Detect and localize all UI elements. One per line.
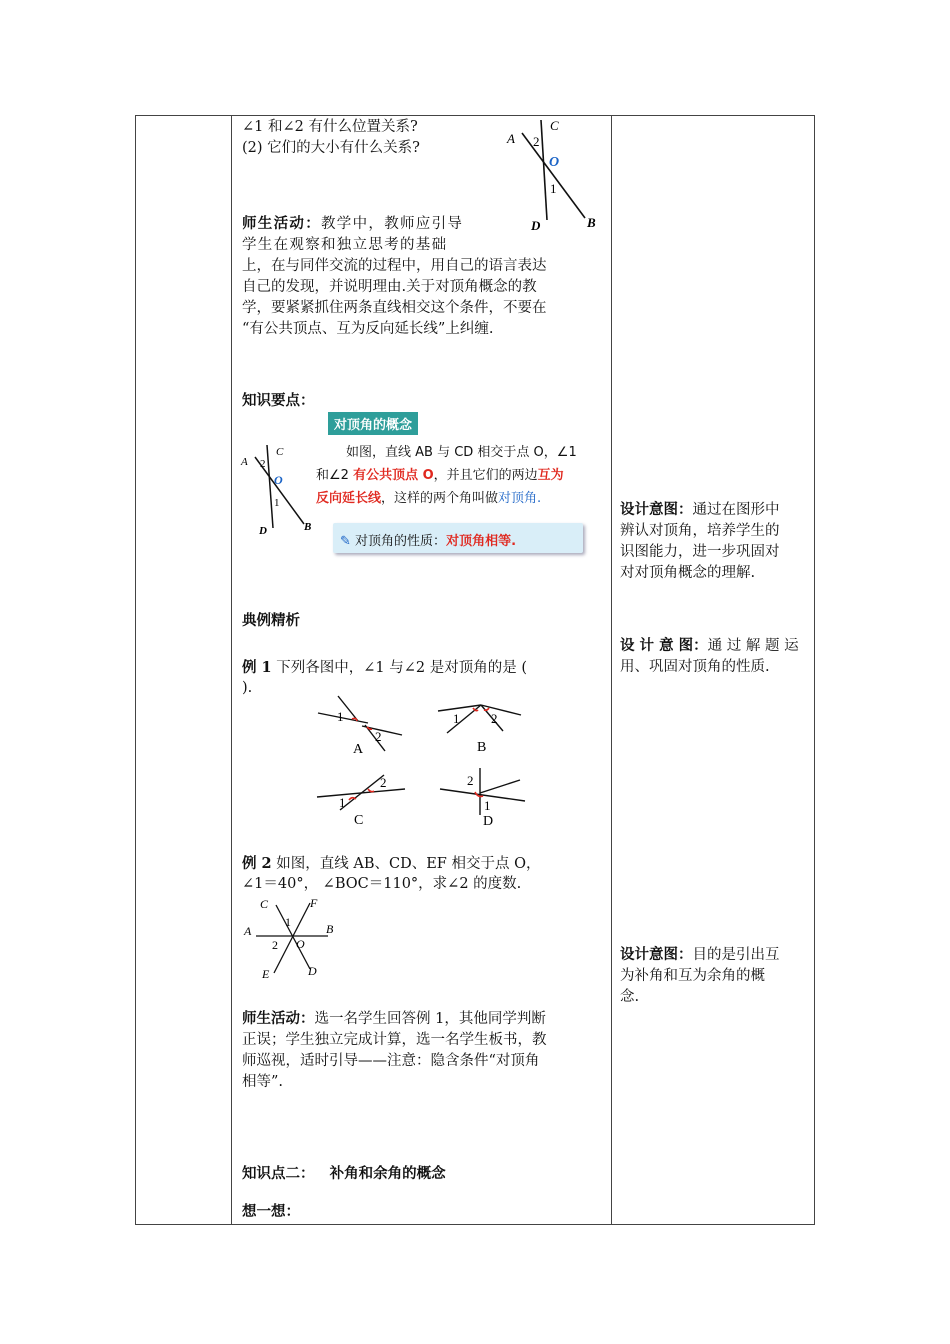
concept-tag: 对顶角的概念 [328,412,418,435]
svg-text:C: C [260,897,269,911]
svg-text:1: 1 [339,795,346,810]
example-2-line-1: 例 2 如图，直线 AB、CD、EF 相交于点 O， [242,855,541,872]
example-1-end: ). [242,680,253,696]
column-divider-2 [611,116,612,1224]
choice-b-label: B [477,740,487,755]
design-intent-2: 设 计 意 图：通 过 解 题 运 [620,638,799,654]
think-title: 想一想： [242,1204,300,1220]
example-2-line-2: ∠1＝40°， ∠BOC＝110°，求∠2 的度数. [242,876,522,892]
three-lines-figure [240,893,340,983]
svg-text:2: 2 [380,775,387,790]
activity-1-line-4: 自己的发现，并说明理由.关于对顶角概念的教 [242,279,537,295]
svg-text:2: 2 [272,938,278,952]
choice-figure-a [310,693,420,758]
label-2: 2 [533,134,540,149]
design-intent-2-line-2: 用、巩固对顶角的性质. [620,659,770,675]
svg-text:1: 1 [484,798,491,813]
choice-figure-d [435,765,535,830]
property-line: ✎ 对顶角的性质：对顶角相等. [340,534,517,549]
svg-text:1: 1 [337,709,344,724]
label-2: 2 [260,458,266,470]
activity-1-line-3: 上，在与同伴交流的过程中，用自己的语言表达 [242,258,547,274]
svg-text:E: E [262,967,270,981]
svg-text:D: D [308,964,317,978]
label-1: 1 [274,497,280,509]
activity-1-line-1: 师生活动：教学中，教师应引导 [242,216,464,232]
label-a: A [507,131,515,146]
svg-text:1: 1 [453,711,460,726]
label-1: 1 [550,181,557,196]
activity-2-line-3: 师巡视，适时引导——注意：隐含条件“对顶角 [242,1053,540,1069]
choice-figure-b [433,693,533,758]
choice-figure-c [312,765,412,830]
activity-2-line-1: 师生活动：选一名学生回答例 1，其他同学判断 [242,1011,546,1027]
choice-c-label: C [354,813,364,828]
label-a: A [241,456,248,468]
label-c: C [550,118,559,133]
choice-d-label: D [483,814,494,829]
label-o: O [274,473,283,487]
column-divider-1 [231,116,232,1224]
svg-text:B: B [326,922,334,936]
label-d: D [259,525,267,537]
examples-title: 典例精析 [242,613,300,629]
activity-1-line-2: 学生在观察和独立思考的基础 [242,237,448,253]
label-b: B [304,521,312,533]
design-intent-1-line-3: 识图能力，进一步巩固对 [620,544,780,560]
design-intent-3-line-3: 念. [620,989,640,1005]
svg-text:O: O [296,937,305,951]
activity-2-line-4: 相等”. [242,1074,284,1090]
pencil-icon: ✎ [340,534,351,549]
question-1: ∠1 和∠2 有什么位置关系? [242,119,418,135]
label-c: C [276,446,284,458]
label-b: B [587,215,596,230]
activity-1-line-6: “有公共顶点、互为反向延长线”上纠缠. [242,321,494,337]
concept-line-2: 和∠2 有公共顶点 O，并且它们的两边互为 [316,468,564,483]
svg-text:2: 2 [467,773,474,788]
svg-text:2: 2 [491,711,498,726]
design-intent-3-line-2: 为补角和互为余角的概 [620,968,765,984]
label-d: D [531,218,541,233]
svg-text:F: F [310,896,318,910]
example-1: 例 1 下列各图中，∠1 与∠2 是对顶角的是 ( [242,659,527,676]
vertical-angles-figure-concept [238,440,318,540]
question-2: (2) 它们的大小有什么关系? [242,140,420,156]
design-intent-3: 设计意图：目的是引出互 [620,947,780,963]
svg-text:2: 2 [375,729,382,744]
design-intent-1-line-4: 对对顶角概念的理解. [620,565,756,581]
label-o: O [549,155,560,170]
design-intent-1: 设计意图：通过在图形中 [620,502,780,518]
concept-line-1: 如图，直线 AB 与 CD 相交于点 O，∠1 [346,445,577,460]
design-intent-1-line-2: 辨认对顶角，培养学生的 [620,523,780,539]
svg-text:1: 1 [285,915,291,929]
activity-2-line-2: 正误；学生独立完成计算，选一名学生板书，教 [242,1032,547,1048]
knowledge-title: 知识要点： [242,393,315,409]
choice-a-label: A [353,742,364,757]
concept-line-3: 反向延长线，这样的两个角叫做对顶角. [316,491,542,506]
knowledge-point-2-title: 知识点二： 补角和余角的概念 [242,1166,446,1182]
svg-text:A: A [244,924,252,938]
activity-1-line-5: 学，要紧紧抓住两条直线相交这个条件，不要在 [242,300,547,316]
vertical-angles-figure-top [500,115,610,235]
